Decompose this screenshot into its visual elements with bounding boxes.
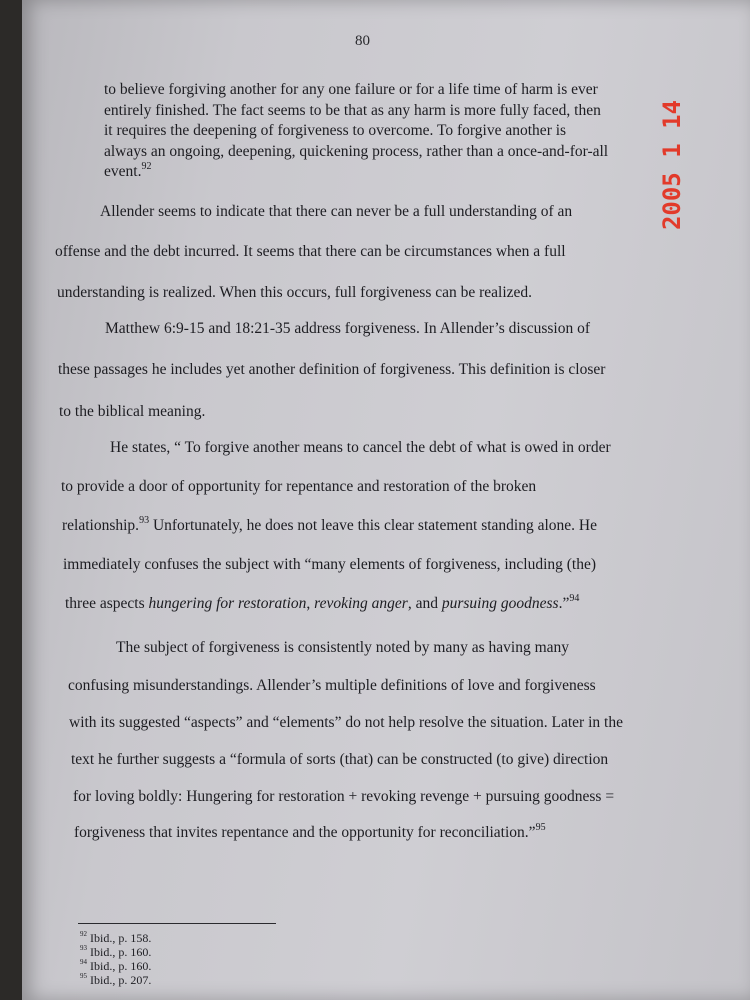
body-line: with its suggested “aspects” and “elements” do not help resolve the situation. Later in the bbox=[69, 714, 623, 731]
body-line: three aspects hungering for restoration, revoking anger, and pursuing goodness.”$^{94}$ bbox=[65, 592, 580, 612]
quote-line: always an ongoing, deepening, quickening process, rather than a once-and-for-all bbox=[104, 142, 609, 160]
body-line: The subject of forgiveness is consistently noted by many as having many bbox=[116, 639, 570, 656]
body-line: understanding is realized. When this occurs, full forgiveness can be realized. bbox=[57, 284, 533, 301]
body-line: confusing misunderstandings. Allender’s multiple definitions of love and forgiveness bbox=[68, 677, 596, 694]
body-line: Allender seems to indicate that there can never be a full understanding of an bbox=[100, 203, 573, 220]
book-page bbox=[22, 0, 750, 1000]
quote-line: event.$^{92}$ bbox=[104, 160, 152, 180]
body-line: relationship.$^{93}$ Unfortunately, he does not leave this clear statement standing alone. He bbox=[62, 514, 597, 534]
body-line: offense and the debt incurred. It seems that there can be circumstances when a full bbox=[55, 243, 566, 260]
quote-line: it requires the deepening of forgiveness to overcome. To forgive another is bbox=[104, 122, 567, 139]
body-line: He states, “ To forgive another means to cancel the debt of what is owed in order bbox=[110, 439, 611, 456]
footnote-ref: 94 bbox=[569, 592, 580, 604]
footnote-ref: 93 bbox=[139, 514, 150, 526]
body-line: these passages he includes yet another definition of forgiveness. This definition is closer bbox=[58, 361, 606, 378]
date-stamp: 2005 1 14 bbox=[658, 100, 686, 231]
footnote-ref: 92 bbox=[141, 160, 152, 172]
footnote: $^{92}$ Ibid., p. 158. bbox=[80, 930, 152, 945]
footnote-divider bbox=[78, 923, 276, 924]
body-line: to the biblical meaning. bbox=[59, 403, 206, 420]
footnote-ref: 95 bbox=[535, 821, 546, 833]
body-line: Matthew 6:9-15 and 18:21-35 address forgiveness. In Allender’s discussion of bbox=[105, 320, 591, 337]
block-quote bbox=[104, 80, 679, 183]
footnote: $^{94}$ Ibid., p. 160. bbox=[80, 958, 152, 973]
body-line: immediately confuses the subject with “many elements of forgiveness, including (the) bbox=[63, 556, 597, 573]
body-line: to provide a door of opportunity for repentance and restoration of the broken bbox=[61, 478, 537, 495]
body-line: forgiveness that invites repentance and the opportunity for reconciliation.”$^{95}$ bbox=[74, 821, 546, 841]
page-number: 80 bbox=[355, 33, 370, 49]
footnote: $^{93}$ Ibid., p. 160. bbox=[80, 944, 152, 959]
quote-line: entirely finished. The fact seems to be that as any harm is more fully faced, then bbox=[104, 101, 601, 119]
footnote: $^{95}$ Ibid., p. 207. bbox=[80, 972, 152, 987]
quote-line: to believe forgiving another for any one failure or for a life time of harm is ever bbox=[104, 81, 598, 98]
body-line: text he further suggests a “formula of sorts (that) can be constructed (to give) direction bbox=[71, 751, 609, 768]
body-line: for loving boldly: Hungering for restoration + revoking revenge + pursuing goodness = bbox=[73, 788, 615, 805]
